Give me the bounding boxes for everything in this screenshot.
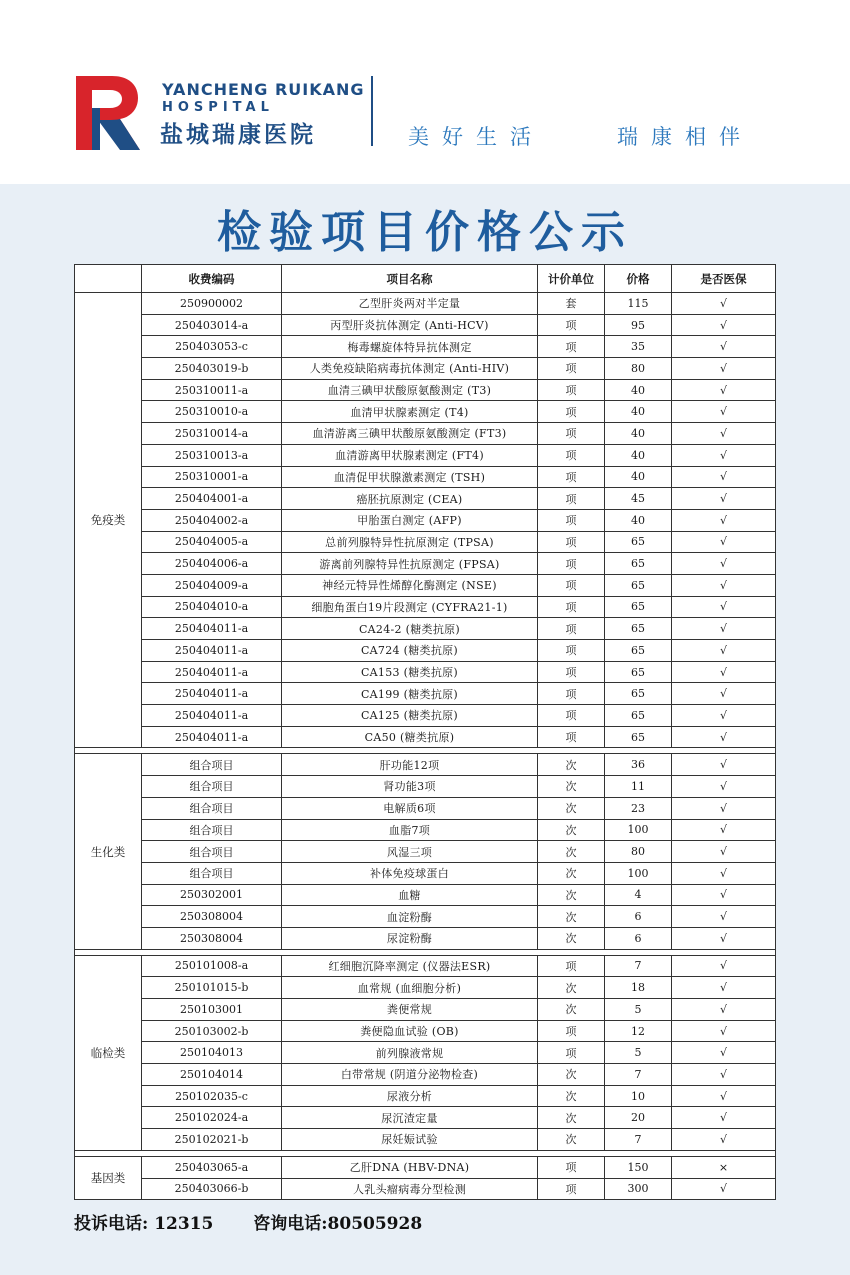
item-insured-mark: × [672,1156,776,1178]
item-name: CA50 (糖类抗原) [282,726,538,748]
item-name: 粪便常规 [282,999,538,1021]
item-code: 250404011-a [142,705,282,727]
table-row [75,754,776,776]
item-code: 250302001 [142,884,282,906]
table-row [75,797,776,819]
item-code: 250308004 [142,927,282,949]
item-unit: 项 [538,618,605,640]
table-row [75,358,776,380]
table-row [75,1064,776,1086]
item-name: 白带常规 (阴道分泌物检查) [282,1064,538,1086]
item-code: 组合项目 [142,754,282,776]
item-name: 粪便隐血试验 (OB) [282,1020,538,1042]
item-insured-mark: √ [672,819,776,841]
item-name: CA125 (糖类抗原) [282,705,538,727]
item-unit: 次 [538,999,605,1021]
item-name: 血清甲状腺素测定 (T4) [282,401,538,423]
item-name: 血清游离三碘甲状酸原氨酸测定 (FT3) [282,423,538,445]
item-price: 40 [605,509,672,531]
item-name: 尿淀粉酶 [282,927,538,949]
item-insured-mark: √ [672,841,776,863]
item-unit: 项 [538,423,605,445]
item-price: 11 [605,776,672,798]
item-code: 250101015-b [142,977,282,999]
item-unit: 次 [538,927,605,949]
item-code: 250404011-a [142,726,282,748]
item-code: 250102035-c [142,1085,282,1107]
item-insured-mark: √ [672,999,776,1021]
item-name: 补体免疫球蛋白 [282,862,538,884]
item-name: CA724 (糖类抗原) [282,640,538,662]
item-name: 梅毒螺旋体特异抗体测定 [282,336,538,358]
item-price: 95 [605,314,672,336]
item-price: 65 [605,531,672,553]
item-code: 组合项目 [142,797,282,819]
item-name: CA153 (糖类抗原) [282,661,538,683]
item-name: 尿液分析 [282,1085,538,1107]
item-unit: 次 [538,906,605,928]
item-unit: 次 [538,754,605,776]
item-unit: 项 [538,466,605,488]
header-insured: 是否医保 [672,265,776,293]
footer-contacts [74,1209,456,1234]
item-insured-mark: √ [672,754,776,776]
item-name: 血脂7项 [282,819,538,841]
item-name: 血清三碘甲状酸原氨酸测定 (T3) [282,379,538,401]
table-row [75,705,776,727]
item-price: 65 [605,574,672,596]
item-price: 7 [605,1064,672,1086]
item-unit: 项 [538,488,605,510]
item-code: 250310014-a [142,423,282,445]
table-row [75,862,776,884]
table-row [75,1085,776,1107]
item-code: 250404005-a [142,531,282,553]
item-price: 10 [605,1085,672,1107]
table-row [75,683,776,705]
item-price: 7 [605,1129,672,1151]
item-name: 神经元特异性烯醇化酶测定 (NSE) [282,574,538,596]
item-code: 250103001 [142,999,282,1021]
item-name: 风湿三项 [282,841,538,863]
item-unit: 次 [538,1107,605,1129]
item-name: 肝功能12项 [282,754,538,776]
item-code: 250403053-c [142,336,282,358]
table-row [75,1156,776,1178]
item-insured-mark: √ [672,661,776,683]
item-unit: 次 [538,862,605,884]
item-price: 100 [605,819,672,841]
item-name: 丙型肝炎抗体测定 (Anti-HCV) [282,314,538,336]
table-row [75,553,776,575]
item-price: 65 [605,596,672,618]
item-price: 20 [605,1107,672,1129]
slogan-part-2: 瑞康相伴 [617,125,753,149]
item-insured-mark: √ [672,401,776,423]
header-category [75,265,142,293]
table-row [75,509,776,531]
item-code: 250310013-a [142,444,282,466]
item-name: CA24-2 (糖类抗原) [282,618,538,640]
item-code: 250403019-b [142,358,282,380]
item-price: 40 [605,401,672,423]
item-code: 组合项目 [142,776,282,798]
item-unit: 次 [538,819,605,841]
item-unit: 项 [538,726,605,748]
hospital-logo-icon [76,76,142,150]
complaint-phone: 投诉电话: 12315 [74,1214,214,1234]
item-unit: 次 [538,797,605,819]
header-price: 价格 [605,265,672,293]
table-row [75,293,776,315]
item-price: 65 [605,683,672,705]
item-insured-mark: √ [672,927,776,949]
item-insured-mark: √ [672,705,776,727]
item-insured-mark: √ [672,1085,776,1107]
item-unit: 项 [538,336,605,358]
logo-english-subtitle: HOSPITAL [162,100,274,115]
item-insured-mark: √ [672,640,776,662]
item-code: 250104013 [142,1042,282,1064]
item-insured-mark: √ [672,797,776,819]
consult-phone: 咨询电话:80505928 [253,1214,423,1234]
item-unit: 项 [538,358,605,380]
item-insured-mark: √ [672,884,776,906]
item-price: 40 [605,444,672,466]
item-insured-mark: √ [672,509,776,531]
item-code: 250404002-a [142,509,282,531]
item-unit: 项 [538,661,605,683]
item-price: 65 [605,618,672,640]
item-price: 7 [605,955,672,977]
table-row [75,574,776,596]
item-insured-mark: √ [672,293,776,315]
item-code: 250102021-b [142,1129,282,1151]
item-unit: 项 [538,705,605,727]
table-row [75,1107,776,1129]
item-name: 血淀粉酶 [282,906,538,928]
item-name: 乙型肝炎两对半定量 [282,293,538,315]
item-price: 35 [605,336,672,358]
item-code: 250404011-a [142,640,282,662]
item-unit: 项 [538,379,605,401]
item-price: 65 [605,553,672,575]
item-price: 6 [605,906,672,928]
item-price: 65 [605,726,672,748]
table-row [75,423,776,445]
item-name: 人乳头瘤病毒分型检测 [282,1178,538,1200]
item-insured-mark: √ [672,423,776,445]
item-price: 40 [605,379,672,401]
item-code: 250101008-a [142,955,282,977]
item-unit: 次 [538,1064,605,1086]
item-name: 游离前列腺特异性抗原测定 (FPSA) [282,553,538,575]
item-code: 250404009-a [142,574,282,596]
table-row [75,927,776,949]
item-price: 80 [605,358,672,380]
item-unit: 项 [538,401,605,423]
table-row [75,488,776,510]
header-divider [371,76,373,146]
item-insured-mark: √ [672,336,776,358]
table-row [75,726,776,748]
item-unit: 项 [538,683,605,705]
table-row [75,1042,776,1064]
category-label: 临检类 [75,955,142,1150]
item-code: 组合项目 [142,841,282,863]
item-insured-mark: √ [672,977,776,999]
item-insured-mark: √ [672,379,776,401]
item-insured-mark: √ [672,1129,776,1151]
item-price: 12 [605,1020,672,1042]
item-code: 250404011-a [142,618,282,640]
table-row [75,531,776,553]
item-code: 250404006-a [142,553,282,575]
item-code: 250403014-a [142,314,282,336]
table-row [75,977,776,999]
item-name: 乙肝DNA (HBV-DNA) [282,1156,538,1178]
item-price: 36 [605,754,672,776]
table-row [75,1020,776,1042]
table-row [75,596,776,618]
item-price: 115 [605,293,672,315]
table-row [75,884,776,906]
item-unit: 项 [538,640,605,662]
page-title: 检验项目价格公示 [217,207,633,258]
item-price: 4 [605,884,672,906]
item-name: 人类免疫缺陷病毒抗体测定 (Anti-HIV) [282,358,538,380]
logo-english-name: YANCHENG RUIKANG [162,80,365,99]
table-row [75,618,776,640]
item-name: 红细胞沉降率测定 (仪器法ESR) [282,955,538,977]
item-unit: 项 [538,1042,605,1064]
item-insured-mark: √ [672,955,776,977]
item-price: 65 [605,640,672,662]
item-code: 组合项目 [142,819,282,841]
table-row [75,401,776,423]
item-code: 250404011-a [142,661,282,683]
header-name: 项目名称 [282,265,538,293]
item-name: 血清促甲状腺激素测定 (TSH) [282,466,538,488]
table-row [75,661,776,683]
logo-chinese-name: 盐城瑞康医院 [160,122,316,148]
table-row [75,999,776,1021]
item-unit: 次 [538,776,605,798]
item-insured-mark: √ [672,1064,776,1086]
item-unit: 项 [538,1020,605,1042]
item-code: 250404010-a [142,596,282,618]
item-insured-mark: √ [672,1178,776,1200]
price-table-body [75,293,776,1200]
table-row [75,466,776,488]
item-insured-mark: √ [672,1042,776,1064]
item-code: 250102024-a [142,1107,282,1129]
item-price: 23 [605,797,672,819]
item-code: 250404001-a [142,488,282,510]
item-price: 65 [605,705,672,727]
item-insured-mark: √ [672,358,776,380]
item-name: 电解质6项 [282,797,538,819]
item-name: CA199 (糖类抗原) [282,683,538,705]
item-unit: 项 [538,1178,605,1200]
table-header-row [75,265,776,293]
item-insured-mark: √ [672,531,776,553]
item-insured-mark: √ [672,553,776,575]
table-row [75,1178,776,1200]
item-price: 65 [605,661,672,683]
item-code: 250308004 [142,906,282,928]
table-row [75,640,776,662]
item-insured-mark: √ [672,726,776,748]
item-unit: 套 [538,293,605,315]
item-unit: 项 [538,314,605,336]
item-name: 甲胎蛋白测定 (AFP) [282,509,538,531]
item-price: 80 [605,841,672,863]
item-insured-mark: √ [672,1020,776,1042]
item-price: 5 [605,999,672,1021]
item-insured-mark: √ [672,574,776,596]
item-insured-mark: √ [672,444,776,466]
item-unit: 项 [538,531,605,553]
item-unit: 项 [538,509,605,531]
item-unit: 次 [538,1085,605,1107]
item-name: 血糖 [282,884,538,906]
table-row [75,1129,776,1151]
category-label: 生化类 [75,754,142,949]
table-row [75,336,776,358]
slogan-part-1: 美好生活 [408,125,544,149]
price-table [74,264,776,1200]
item-name: 血清游离甲状腺素测定 (FT4) [282,444,538,466]
item-insured-mark: √ [672,776,776,798]
item-price: 40 [605,423,672,445]
table-row [75,841,776,863]
item-unit: 项 [538,553,605,575]
item-insured-mark: √ [672,618,776,640]
header-unit: 计价单位 [538,265,605,293]
item-price: 6 [605,927,672,949]
item-price: 45 [605,488,672,510]
item-price: 40 [605,466,672,488]
item-price: 18 [605,977,672,999]
item-unit: 项 [538,1156,605,1178]
item-code: 250104014 [142,1064,282,1086]
table-row [75,776,776,798]
item-price: 150 [605,1156,672,1178]
table-row [75,955,776,977]
item-price: 100 [605,862,672,884]
item-code: 组合项目 [142,862,282,884]
category-label: 免疫类 [75,293,142,748]
item-name: 总前列腺特异性抗原测定 (TPSA) [282,531,538,553]
item-price: 300 [605,1178,672,1200]
item-code: 250403065-a [142,1156,282,1178]
item-name: 前列腺液常规 [282,1042,538,1064]
item-unit: 次 [538,1129,605,1151]
table-row [75,906,776,928]
item-price: 5 [605,1042,672,1064]
table-row [75,314,776,336]
item-code: 250103002-b [142,1020,282,1042]
item-unit: 项 [538,596,605,618]
item-insured-mark: √ [672,1107,776,1129]
item-code: 250404011-a [142,683,282,705]
item-code: 250310010-a [142,401,282,423]
item-insured-mark: √ [672,466,776,488]
item-unit: 项 [538,444,605,466]
item-unit: 次 [538,884,605,906]
item-unit: 项 [538,955,605,977]
item-insured-mark: √ [672,314,776,336]
item-name: 癌胚抗原测定 (CEA) [282,488,538,510]
item-name: 细胞角蛋白19片段测定 (CYFRA21-1) [282,596,538,618]
category-label: 基因类 [75,1156,142,1199]
item-unit: 次 [538,977,605,999]
item-insured-mark: √ [672,683,776,705]
table-row [75,819,776,841]
item-name: 尿妊娠试验 [282,1129,538,1151]
item-code: 250310001-a [142,466,282,488]
item-name: 尿沉渣定量 [282,1107,538,1129]
item-code: 250900002 [142,293,282,315]
table-row [75,379,776,401]
header-code: 收费编码 [142,265,282,293]
item-name: 血常规 (血细胞分析) [282,977,538,999]
item-code: 250310011-a [142,379,282,401]
item-insured-mark: √ [672,596,776,618]
item-insured-mark: √ [672,862,776,884]
header [0,0,850,184]
item-name: 肾功能3项 [282,776,538,798]
item-unit: 项 [538,574,605,596]
item-code: 250403066-b [142,1178,282,1200]
item-insured-mark: √ [672,906,776,928]
item-insured-mark: √ [672,488,776,510]
table-row [75,444,776,466]
item-unit: 次 [538,841,605,863]
